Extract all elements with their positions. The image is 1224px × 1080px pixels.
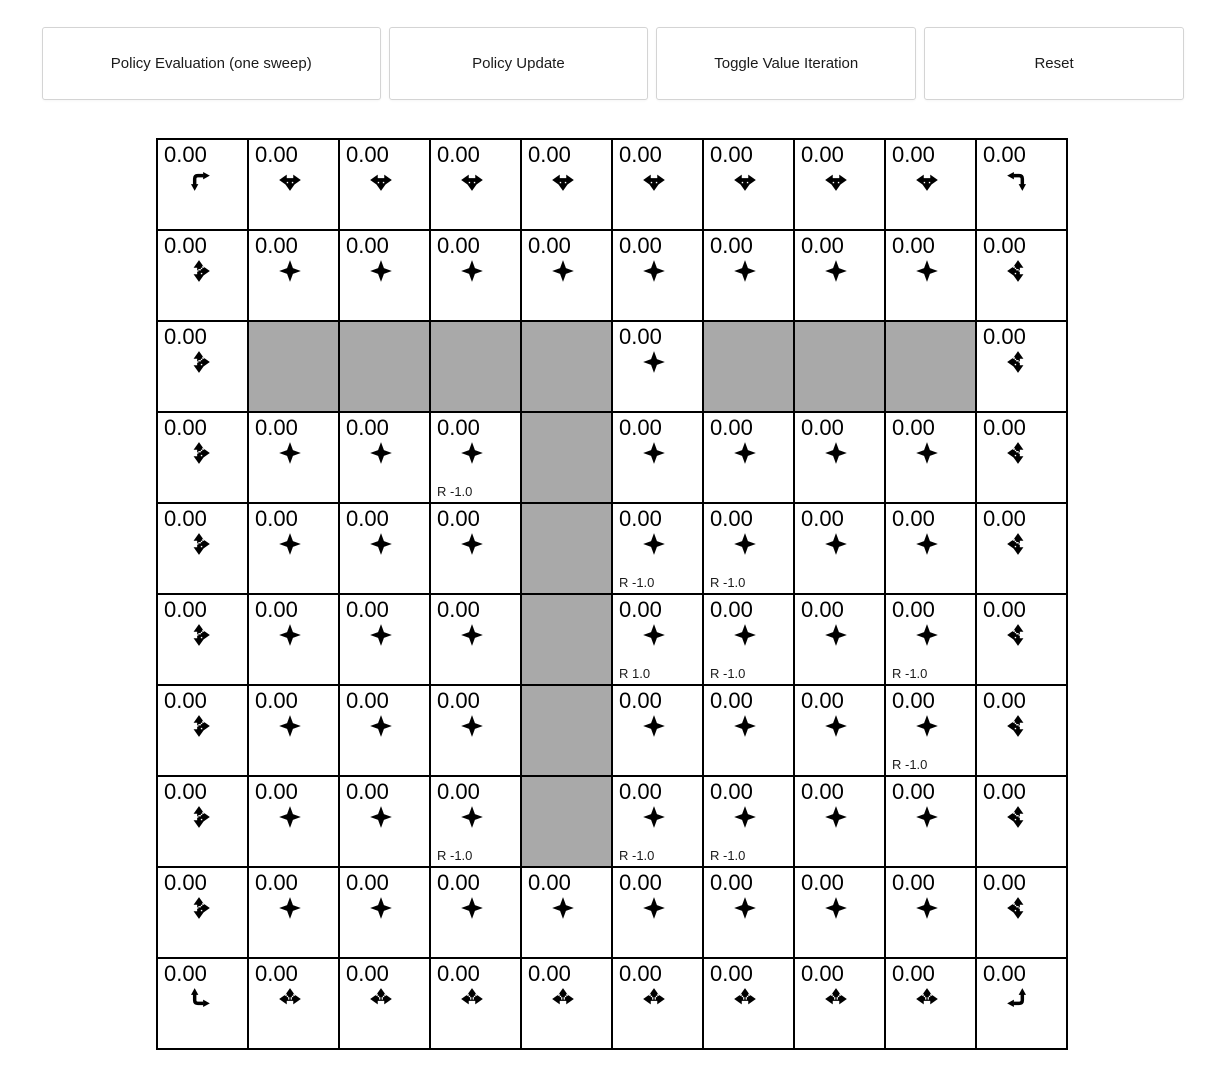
reward-label: R -1.0 xyxy=(892,666,928,681)
state-cell xyxy=(430,139,521,230)
state-cell xyxy=(339,685,430,776)
policy-all-directions-icon xyxy=(732,713,758,739)
state-cell xyxy=(430,685,521,776)
state-cell xyxy=(612,230,703,321)
reward-label: R -1.0 xyxy=(437,484,473,499)
state-value: 0.00 xyxy=(983,506,1026,531)
state-cell xyxy=(521,139,612,230)
state-value: 0.00 xyxy=(983,961,1026,986)
state-cell xyxy=(339,139,430,230)
state-value: 0.00 xyxy=(164,233,207,258)
state-value: 0.00 xyxy=(892,415,935,440)
policy-all-directions-icon xyxy=(732,531,758,557)
state-value: 0.00 xyxy=(801,415,844,440)
state-cell xyxy=(339,867,430,958)
state-cell xyxy=(157,412,248,503)
state-cell xyxy=(157,321,248,412)
state-cell xyxy=(339,776,430,867)
state-value: 0.00 xyxy=(346,688,389,713)
toolbar xyxy=(42,27,1184,100)
policy-left-up-right-icon xyxy=(459,986,485,1012)
state-value: 0.00 xyxy=(255,142,298,167)
state-value: 0.00 xyxy=(710,961,753,986)
policy-all-directions-icon xyxy=(277,440,303,466)
state-cell xyxy=(885,139,976,230)
state-value: 0.00 xyxy=(983,597,1026,622)
state-value: 0.00 xyxy=(528,961,571,986)
reward-label: R -1.0 xyxy=(619,848,655,863)
state-cell xyxy=(976,321,1067,412)
policy-left-right-down-icon xyxy=(277,167,303,193)
state-cell xyxy=(157,230,248,321)
state-value: 0.00 xyxy=(164,961,207,986)
policy-up-right-down-icon xyxy=(186,258,212,284)
policy-all-directions-icon xyxy=(914,895,940,921)
state-cell xyxy=(157,867,248,958)
state-cell xyxy=(885,412,976,503)
state-value: 0.00 xyxy=(801,233,844,258)
state-cell xyxy=(976,139,1067,230)
state-cell xyxy=(612,412,703,503)
policy-left-right-down-icon xyxy=(914,167,940,193)
policy-all-directions-icon xyxy=(368,713,394,739)
state-cell xyxy=(612,594,703,685)
state-cell xyxy=(794,594,885,685)
policy-all-directions-icon xyxy=(641,804,667,830)
policy-left-up-right-icon xyxy=(823,986,849,1012)
state-value: 0.00 xyxy=(437,142,480,167)
state-cell xyxy=(976,958,1067,1049)
policy-up-right-down-icon xyxy=(186,804,212,830)
state-value: 0.00 xyxy=(346,506,389,531)
state-cell xyxy=(885,230,976,321)
wall-cell xyxy=(521,412,612,503)
reward-label: R -1.0 xyxy=(710,666,746,681)
state-cell xyxy=(703,776,794,867)
policy-down-right-icon xyxy=(186,167,212,193)
state-cell xyxy=(976,503,1067,594)
policy-all-directions-icon xyxy=(914,440,940,466)
state-cell xyxy=(703,230,794,321)
state-value: 0.00 xyxy=(892,597,935,622)
state-cell xyxy=(703,594,794,685)
state-cell xyxy=(157,503,248,594)
policy-left-right-down-icon xyxy=(732,167,758,193)
policy-up-right-down-icon xyxy=(186,895,212,921)
state-value: 0.00 xyxy=(255,779,298,804)
state-value: 0.00 xyxy=(619,415,662,440)
policy-all-directions-icon xyxy=(823,258,849,284)
state-value: 0.00 xyxy=(437,415,480,440)
policy-up-down-left-icon xyxy=(1005,531,1031,557)
policy-all-directions-icon xyxy=(277,895,303,921)
state-value: 0.00 xyxy=(801,688,844,713)
state-cell xyxy=(794,685,885,776)
state-cell xyxy=(339,503,430,594)
policy-all-directions-icon xyxy=(823,531,849,557)
policy-all-directions-icon xyxy=(459,440,485,466)
reward-label: R -1.0 xyxy=(710,575,746,590)
policy-all-directions-icon xyxy=(914,622,940,648)
state-value: 0.00 xyxy=(346,415,389,440)
state-cell xyxy=(339,594,430,685)
reward-label: R -1.0 xyxy=(710,848,746,863)
state-value: 0.00 xyxy=(710,688,753,713)
state-cell xyxy=(885,958,976,1049)
state-value: 0.00 xyxy=(346,870,389,895)
state-value: 0.00 xyxy=(164,870,207,895)
state-value: 0.00 xyxy=(346,233,389,258)
policy-all-directions-icon xyxy=(641,713,667,739)
state-cell xyxy=(612,139,703,230)
state-cell xyxy=(248,230,339,321)
state-cell xyxy=(885,503,976,594)
policy-all-directions-icon xyxy=(459,895,485,921)
policy-up-right-down-icon xyxy=(186,440,212,466)
state-cell xyxy=(248,503,339,594)
policy-up-right-down-icon xyxy=(186,531,212,557)
state-value: 0.00 xyxy=(619,142,662,167)
policy-all-directions-icon xyxy=(550,258,576,284)
state-cell xyxy=(521,958,612,1049)
policy-all-directions-icon xyxy=(732,440,758,466)
state-value: 0.00 xyxy=(437,233,480,258)
policy-left-right-down-icon xyxy=(823,167,849,193)
wall-cell xyxy=(521,776,612,867)
state-cell xyxy=(157,958,248,1049)
state-cell xyxy=(157,685,248,776)
state-value: 0.00 xyxy=(892,779,935,804)
wall-cell xyxy=(521,503,612,594)
policy-left-up-right-icon xyxy=(277,986,303,1012)
state-value: 0.00 xyxy=(710,233,753,258)
policy-left-up-right-icon xyxy=(732,986,758,1012)
policy-left-up-right-icon xyxy=(641,986,667,1012)
policy-all-directions-icon xyxy=(732,258,758,284)
state-value: 0.00 xyxy=(528,142,571,167)
state-cell xyxy=(157,139,248,230)
policy-all-directions-icon xyxy=(641,349,667,375)
state-value: 0.00 xyxy=(710,597,753,622)
policy-all-directions-icon xyxy=(550,895,576,921)
policy-evaluation-button[interactable]: Policy Evaluation (one sweep) xyxy=(42,27,381,100)
policy-all-directions-icon xyxy=(277,804,303,830)
state-value: 0.00 xyxy=(437,870,480,895)
policy-all-directions-icon xyxy=(641,440,667,466)
state-value: 0.00 xyxy=(892,688,935,713)
state-value: 0.00 xyxy=(255,597,298,622)
policy-left-right-down-icon xyxy=(368,167,394,193)
grid-container xyxy=(0,138,1224,1050)
state-value: 0.00 xyxy=(164,779,207,804)
state-value: 0.00 xyxy=(801,961,844,986)
state-value: 0.00 xyxy=(619,597,662,622)
state-value: 0.00 xyxy=(801,779,844,804)
state-cell xyxy=(430,776,521,867)
wall-cell xyxy=(521,685,612,776)
state-cell xyxy=(976,867,1067,958)
state-value: 0.00 xyxy=(619,506,662,531)
policy-all-directions-icon xyxy=(277,258,303,284)
reset-button[interactable]: Reset xyxy=(924,27,1184,100)
gridworld xyxy=(156,138,1068,1050)
state-value: 0.00 xyxy=(801,597,844,622)
state-value: 0.00 xyxy=(255,870,298,895)
state-cell xyxy=(976,412,1067,503)
state-value: 0.00 xyxy=(619,688,662,713)
policy-all-directions-icon xyxy=(368,440,394,466)
state-value: 0.00 xyxy=(164,324,207,349)
state-cell xyxy=(794,958,885,1049)
state-cell xyxy=(612,685,703,776)
state-value: 0.00 xyxy=(710,415,753,440)
state-value: 0.00 xyxy=(983,870,1026,895)
state-value: 0.00 xyxy=(710,870,753,895)
state-value: 0.00 xyxy=(892,233,935,258)
state-cell xyxy=(703,958,794,1049)
state-cell xyxy=(521,230,612,321)
policy-all-directions-icon xyxy=(914,258,940,284)
wall-cell xyxy=(885,321,976,412)
policy-all-directions-icon xyxy=(914,804,940,830)
state-value: 0.00 xyxy=(255,233,298,258)
policy-all-directions-icon xyxy=(823,440,849,466)
policy-up-right-icon xyxy=(186,986,212,1012)
state-cell xyxy=(430,230,521,321)
policy-left-up-right-icon xyxy=(914,986,940,1012)
policy-all-directions-icon xyxy=(368,804,394,830)
state-cell xyxy=(976,776,1067,867)
state-cell xyxy=(703,685,794,776)
policy-all-directions-icon xyxy=(459,622,485,648)
policy-all-directions-icon xyxy=(459,804,485,830)
state-cell xyxy=(339,958,430,1049)
wall-cell xyxy=(430,321,521,412)
state-cell xyxy=(794,139,885,230)
state-cell xyxy=(703,503,794,594)
state-cell xyxy=(976,230,1067,321)
reward-label: R 1.0 xyxy=(619,666,651,681)
policy-up-left-icon xyxy=(1005,986,1031,1012)
policy-all-directions-icon xyxy=(732,895,758,921)
state-cell xyxy=(430,412,521,503)
state-value: 0.00 xyxy=(437,779,480,804)
toggle-value-iteration-button[interactable]: Toggle Value Iteration xyxy=(656,27,916,100)
state-cell xyxy=(703,139,794,230)
policy-up-right-down-icon xyxy=(186,622,212,648)
state-cell xyxy=(248,139,339,230)
policy-up-right-down-icon xyxy=(186,713,212,739)
state-value: 0.00 xyxy=(892,961,935,986)
wall-cell xyxy=(248,321,339,412)
state-cell xyxy=(248,412,339,503)
state-value: 0.00 xyxy=(983,415,1026,440)
state-value: 0.00 xyxy=(437,597,480,622)
wall-cell xyxy=(794,321,885,412)
state-cell xyxy=(794,412,885,503)
state-value: 0.00 xyxy=(346,961,389,986)
state-cell xyxy=(248,594,339,685)
policy-left-up-right-icon xyxy=(550,986,576,1012)
state-cell xyxy=(885,594,976,685)
policy-left-up-right-icon xyxy=(368,986,394,1012)
state-cell xyxy=(157,776,248,867)
policy-all-directions-icon xyxy=(823,804,849,830)
state-cell xyxy=(703,867,794,958)
state-value: 0.00 xyxy=(255,688,298,713)
state-cell xyxy=(248,685,339,776)
policy-up-down-left-icon xyxy=(1005,622,1031,648)
policy-up-down-left-icon xyxy=(1005,713,1031,739)
state-value: 0.00 xyxy=(619,779,662,804)
state-value: 0.00 xyxy=(710,142,753,167)
state-cell xyxy=(612,776,703,867)
policy-left-right-down-icon xyxy=(550,167,576,193)
state-value: 0.00 xyxy=(346,142,389,167)
state-cell xyxy=(612,503,703,594)
policy-all-directions-icon xyxy=(459,258,485,284)
policy-all-directions-icon xyxy=(641,895,667,921)
state-cell xyxy=(976,685,1067,776)
policy-all-directions-icon xyxy=(459,713,485,739)
state-value: 0.00 xyxy=(255,961,298,986)
state-cell xyxy=(794,776,885,867)
policy-update-button[interactable]: Policy Update xyxy=(389,27,649,100)
policy-all-directions-icon xyxy=(368,622,394,648)
policy-up-down-left-icon xyxy=(1005,349,1031,375)
policy-all-directions-icon xyxy=(368,895,394,921)
state-cell xyxy=(430,867,521,958)
state-value: 0.00 xyxy=(164,688,207,713)
policy-up-down-left-icon xyxy=(1005,895,1031,921)
state-cell xyxy=(612,321,703,412)
state-value: 0.00 xyxy=(619,233,662,258)
state-cell xyxy=(248,867,339,958)
state-cell xyxy=(248,776,339,867)
wall-cell xyxy=(703,321,794,412)
state-value: 0.00 xyxy=(528,233,571,258)
reward-label: R -1.0 xyxy=(892,757,928,772)
state-value: 0.00 xyxy=(164,506,207,531)
state-value: 0.00 xyxy=(983,142,1026,167)
policy-left-right-down-icon xyxy=(641,167,667,193)
state-value: 0.00 xyxy=(892,870,935,895)
state-cell xyxy=(885,867,976,958)
state-value: 0.00 xyxy=(437,961,480,986)
state-value: 0.00 xyxy=(619,961,662,986)
state-value: 0.00 xyxy=(983,324,1026,349)
policy-all-directions-icon xyxy=(914,713,940,739)
policy-all-directions-icon xyxy=(732,804,758,830)
state-cell xyxy=(794,230,885,321)
state-value: 0.00 xyxy=(892,506,935,531)
state-cell xyxy=(885,685,976,776)
policy-all-directions-icon xyxy=(277,531,303,557)
state-cell xyxy=(521,867,612,958)
state-value: 0.00 xyxy=(983,233,1026,258)
state-cell xyxy=(794,867,885,958)
state-cell xyxy=(612,958,703,1049)
policy-all-directions-icon xyxy=(732,622,758,648)
state-value: 0.00 xyxy=(710,779,753,804)
state-value: 0.00 xyxy=(346,597,389,622)
state-cell xyxy=(248,958,339,1049)
policy-all-directions-icon xyxy=(914,531,940,557)
policy-left-right-down-icon xyxy=(459,167,485,193)
policy-all-directions-icon xyxy=(823,713,849,739)
state-value: 0.00 xyxy=(983,688,1026,713)
wall-cell xyxy=(521,594,612,685)
state-value: 0.00 xyxy=(801,142,844,167)
state-cell xyxy=(612,867,703,958)
state-value: 0.00 xyxy=(801,870,844,895)
state-cell xyxy=(794,503,885,594)
policy-all-directions-icon xyxy=(823,622,849,648)
policy-all-directions-icon xyxy=(823,895,849,921)
policy-up-right-down-icon xyxy=(186,349,212,375)
policy-all-directions-icon xyxy=(641,531,667,557)
state-value: 0.00 xyxy=(710,506,753,531)
wall-cell xyxy=(339,321,430,412)
state-cell xyxy=(703,412,794,503)
state-cell xyxy=(885,776,976,867)
policy-all-directions-icon xyxy=(459,531,485,557)
state-value: 0.00 xyxy=(346,779,389,804)
state-value: 0.00 xyxy=(619,324,662,349)
state-value: 0.00 xyxy=(164,597,207,622)
reward-label: R -1.0 xyxy=(619,575,655,590)
state-value: 0.00 xyxy=(255,506,298,531)
wall-cell xyxy=(521,321,612,412)
policy-down-left-icon xyxy=(1005,167,1031,193)
policy-all-directions-icon xyxy=(368,531,394,557)
state-value: 0.00 xyxy=(983,779,1026,804)
policy-all-directions-icon xyxy=(641,258,667,284)
state-value: 0.00 xyxy=(528,870,571,895)
policy-all-directions-icon xyxy=(277,713,303,739)
state-cell xyxy=(157,594,248,685)
state-cell xyxy=(430,503,521,594)
state-value: 0.00 xyxy=(164,415,207,440)
policy-all-directions-icon xyxy=(368,258,394,284)
state-cell xyxy=(430,958,521,1049)
state-value: 0.00 xyxy=(164,142,207,167)
policy-all-directions-icon xyxy=(277,622,303,648)
state-value: 0.00 xyxy=(437,688,480,713)
state-cell xyxy=(339,412,430,503)
reward-label: R -1.0 xyxy=(437,848,473,863)
state-value: 0.00 xyxy=(892,142,935,167)
policy-all-directions-icon xyxy=(641,622,667,648)
state-value: 0.00 xyxy=(801,506,844,531)
state-cell xyxy=(430,594,521,685)
policy-up-down-left-icon xyxy=(1005,440,1031,466)
state-cell xyxy=(976,594,1067,685)
state-value: 0.00 xyxy=(437,506,480,531)
policy-up-down-left-icon xyxy=(1005,258,1031,284)
state-value: 0.00 xyxy=(619,870,662,895)
policy-up-down-left-icon xyxy=(1005,804,1031,830)
state-value: 0.00 xyxy=(255,415,298,440)
state-cell xyxy=(339,230,430,321)
